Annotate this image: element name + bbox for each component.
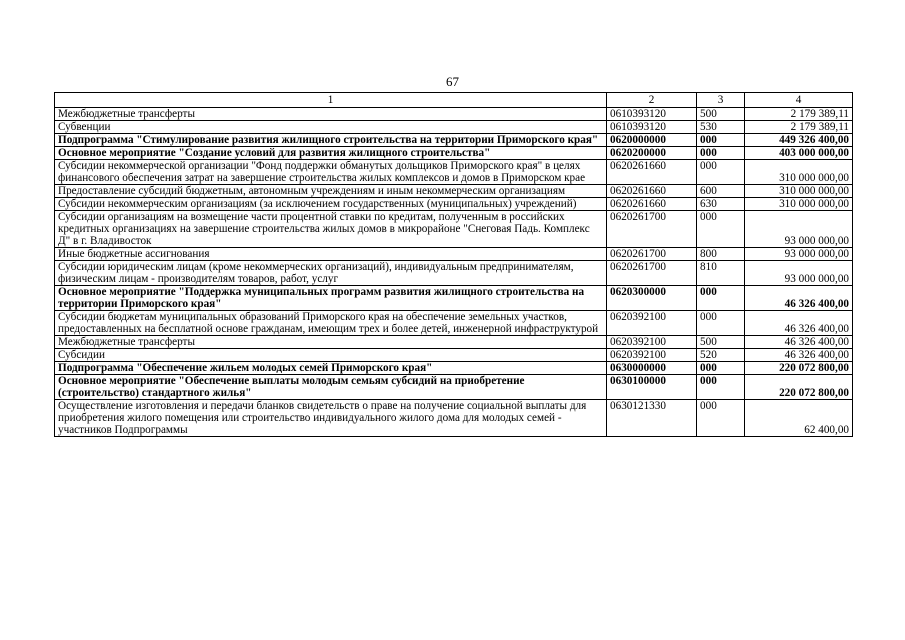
row-type-cell: 000 [697,286,745,311]
row-code-cell: 0630100000 [607,375,697,400]
row-name-cell: Субсидии организациям на возмещение части процентной ставки по кредитам, полученным в российских кредитных организациях на завершение строительства жилых домов в микрорайоне "Снеговая Падь. Комплекс Д" в г. Владивосток [55,211,607,248]
row-type-cell: 000 [697,362,745,375]
table-row [55,311,853,336]
row-type-cell: 000 [697,211,745,248]
row-code-cell: 0620261700 [607,261,697,286]
table-row [55,261,853,286]
row-sum-cell: 62 400,00 [745,400,853,437]
row-type-cell: 500 [697,108,745,121]
row-type-cell: 630 [697,198,745,211]
row-sum-cell: 449 326 400,00 [745,134,853,147]
row-code-cell: 0620261660 [607,160,697,185]
page-number: 67 [446,74,459,89]
row-type-cell: 810 [697,261,745,286]
row-name-cell: Субсидии некоммерческой организации "Фонд поддержки обманутых дольщиков Приморского края" в целях финансового обеспечения затрат на завершение строительства жилых комплексов и домов в Приморском крае [55,160,607,185]
row-type-cell: 530 [697,121,745,134]
row-sum-cell: 46 326 400,00 [745,336,853,349]
table-row [55,336,853,349]
table-row [55,286,853,311]
row-sum-cell: 93 000 000,00 [745,261,853,286]
row-sum-cell: 2 179 389,11 [745,121,853,134]
table-row [55,121,853,134]
row-sum-cell: 93 000 000,00 [745,211,853,248]
row-code-cell: 0630000000 [607,362,697,375]
header-row [55,93,853,108]
row-sum-cell: 46 326 400,00 [745,311,853,336]
row-sum-cell: 220 072 800,00 [745,362,853,375]
row-name-cell: Основное мероприятие "Поддержка муниципальных программ развития жилищного строительства на территории Приморского края" [55,286,607,311]
row-name-cell: Осуществление изготовления и передачи бланков свидетельств о праве на получение социальной выплаты для приобретения жилого помещения или строительство индивидуального жилого дома для молодых семей - участников Подпрограммы [55,400,607,437]
row-type-cell: 500 [697,336,745,349]
table-row [55,147,853,160]
row-code-cell: 0610393120 [607,108,697,121]
row-sum-cell: 403 000 000,00 [745,147,853,160]
row-sum-cell: 310 000 000,00 [745,160,853,185]
row-sum-cell: 46 326 400,00 [745,286,853,311]
row-code-cell: 0620392100 [607,336,697,349]
row-name-cell: Субсидии некоммерческим организациям (за исключением государственных (муниципальных) учреждений) [55,198,607,211]
row-type-cell: 800 [697,248,745,261]
row-name-cell: Межбюджетные трансферты [55,336,607,349]
row-code-cell: 0610393120 [607,121,697,134]
row-code-cell: 0620392100 [607,349,697,362]
header-col-1: 1 [55,93,607,108]
row-code-cell: 0620392100 [607,311,697,336]
row-sum-cell: 2 179 389,11 [745,108,853,121]
table-row [55,362,853,375]
table-row [55,108,853,121]
row-name-cell: Иные бюджетные ассигнования [55,248,607,261]
row-type-cell: 000 [697,160,745,185]
row-name-cell: Субсидии бюджетам муниципальных образований Приморского края на обеспечение земельных участков, предоставленных на бесплатной основе гражданам, имеющим трех и более детей, инженерной инфраструктурой [55,311,607,336]
row-type-cell: 000 [697,134,745,147]
table-row [55,134,853,147]
row-name-cell: Подпрограмма "Стимулирование развития жилищного строительства на территории Приморского края" [55,134,607,147]
table-row [55,400,853,437]
row-sum-cell: 220 072 800,00 [745,375,853,400]
row-name-cell: Основное мероприятие "Создание условий для развития жилищного строительства" [55,147,607,160]
row-sum-cell: 46 326 400,00 [745,349,853,362]
table-row [55,375,853,400]
row-sum-cell: 93 000 000,00 [745,248,853,261]
row-code-cell: 0620000000 [607,134,697,147]
row-type-cell: 600 [697,185,745,198]
table-row [55,160,853,185]
table-row [55,198,853,211]
table-body [55,108,853,437]
row-sum-cell: 310 000 000,00 [745,185,853,198]
header-col-2: 2 [607,93,697,108]
row-name-cell: Основное мероприятие "Обеспечение выплаты молодым семьям субсидий на приобретение (строительство) стандартного жилья" [55,375,607,400]
budget-table [54,92,853,437]
row-sum-cell: 310 000 000,00 [745,198,853,211]
row-type-cell: 000 [697,375,745,400]
row-name-cell: Субсидии юридическим лицам (кроме некоммерческих организаций), индивидуальным предпринимателям, физическим лицам - производителям товаров, работ, услуг [55,261,607,286]
row-type-cell: 000 [697,311,745,336]
row-name-cell: Межбюджетные трансферты [55,108,607,121]
row-code-cell: 0620261660 [607,198,697,211]
header-col-3: 3 [697,93,745,108]
row-type-cell: 000 [697,147,745,160]
row-code-cell: 0620300000 [607,286,697,311]
table-header [55,93,853,108]
row-name-cell: Субсидии [55,349,607,362]
row-name-cell: Субвенции [55,121,607,134]
table-row [55,248,853,261]
row-type-cell: 000 [697,400,745,437]
table-row [55,349,853,362]
row-code-cell: 0620200000 [607,147,697,160]
row-code-cell: 0630121330 [607,400,697,437]
row-name-cell: Предоставление субсидий бюджетным, автономным учреждениям и иным некоммерческим организациям [55,185,607,198]
row-code-cell: 0620261700 [607,211,697,248]
row-name-cell: Подпрограмма "Обеспечение жильем молодых семей Приморского края" [55,362,607,375]
row-code-cell: 0620261660 [607,185,697,198]
table-row [55,185,853,198]
header-col-4: 4 [745,93,853,108]
row-type-cell: 520 [697,349,745,362]
table-row [55,211,853,248]
row-code-cell: 0620261700 [607,248,697,261]
